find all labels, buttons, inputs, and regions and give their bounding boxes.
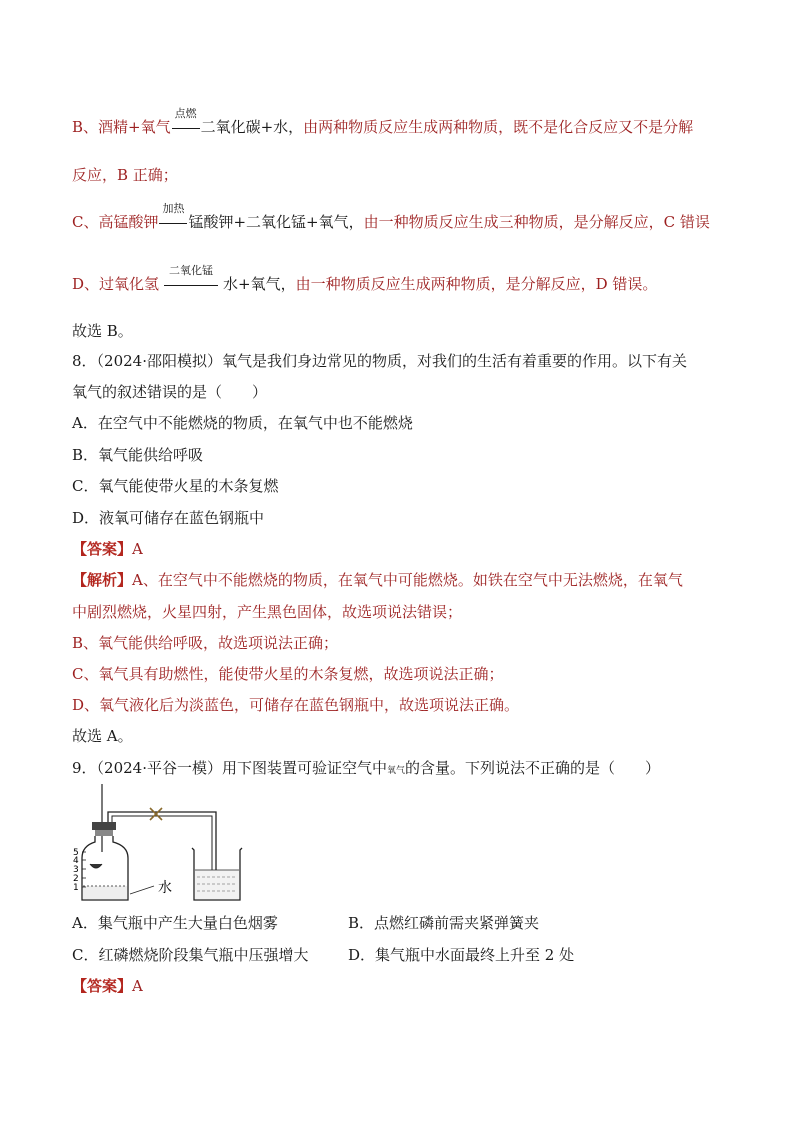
- reaction-arrow: 二氧化锰: [163, 274, 219, 294]
- q8-answer: 【答案】A: [72, 540, 143, 558]
- q9-options-row-1: [72, 913, 540, 933]
- q9-options-row-2: [72, 945, 575, 965]
- q8-option-c: C．氧气能使带火星的木条复燃: [72, 477, 279, 495]
- scale-label: 1: [73, 883, 79, 893]
- q8-analysis-2: 中剧烈燃烧，火星四射，产生黑色固体，故选项说法错误；: [72, 603, 463, 621]
- q8-option-b: B．氧气能供给呼吸: [72, 446, 204, 464]
- q8-conclusion: 故选 A。: [72, 727, 133, 745]
- scale-label: 4: [73, 856, 79, 866]
- q8-analysis-4: C、氧气具有助燃性，能使带火星的木条复燃，故选项说法正确；: [72, 665, 504, 683]
- q8-analysis-1: 【解析】A、在空气中不能燃烧的物质，在氧气中可能燃烧。如铁在空气中无法燃烧，在氧气: [72, 571, 683, 589]
- scale-label: 3: [73, 865, 79, 875]
- q8-option-d: D．液氧可储存在蓝色钢瓶中: [72, 509, 265, 527]
- q8-analysis-3: B、氧气能供给呼吸，故选项说法正确；: [72, 634, 339, 652]
- apparatus-figure: [70, 782, 250, 902]
- scale-label: 5: [73, 848, 79, 858]
- q7-analysis-b: B、酒精+氧气 点燃 二氧化碳+水，由两种物质反应生成两种物质，既不是化合反应又不是分解: [72, 107, 694, 136]
- spring-clip: [150, 808, 162, 820]
- scale-label: 2: [73, 874, 79, 884]
- q7-analysis-d: D、过氧化氢 二氧化锰 水+氧气，由一种物质反应生成两种物质，是分解反应，D 错误。: [72, 264, 658, 293]
- q8-option-a: A．在空气中不能燃烧的物质，在氧气中也不能燃烧: [72, 414, 413, 432]
- q9-option-a: A．集气瓶中产生大量白色烟雾: [72, 914, 278, 932]
- reaction-arrow: 点燃: [171, 117, 201, 137]
- q9-option-c: C．红磷燃烧阶段集气瓶中压强增大: [72, 946, 309, 964]
- stopper: [92, 822, 116, 830]
- q9-option-b: B．点燃红磷前需夹紧弹簧夹: [348, 914, 540, 932]
- q8-stem-2: 氧气的叙述错误的是（ ）: [72, 383, 268, 401]
- combustion-spoon: [90, 864, 102, 868]
- q7-analysis-c: C、高锰酸钾 加热 锰酸钾+二氧化锰+氧气，由一种物质反应生成三种物质，是分解反应，C 错误: [72, 202, 710, 231]
- q8-stem-1: 8．（2024·邵阳模拟）氧气是我们身边常见的物质，对我们的生活有着重要的作用。以下有关: [72, 352, 687, 370]
- q7-conclusion: 故选 B。: [72, 322, 133, 340]
- q9-stem: 9．（2024·平谷一模）用下图装置可验证空气中氧气的含量。下列说法不正确的是（ ）: [72, 759, 661, 777]
- water-label: 水: [158, 880, 172, 896]
- q9-answer: 【答案】A: [72, 977, 143, 995]
- q8-analysis-5: D、氧气液化后为淡蓝色，可储存在蓝色钢瓶中，故选项说法正确。: [72, 696, 520, 714]
- q9-option-d: D．集气瓶中水面最终上升至 2 处: [348, 946, 575, 964]
- reaction-arrow: 加热: [158, 212, 188, 232]
- q7-analysis-b-cont: 反应，B 正确；: [72, 166, 178, 184]
